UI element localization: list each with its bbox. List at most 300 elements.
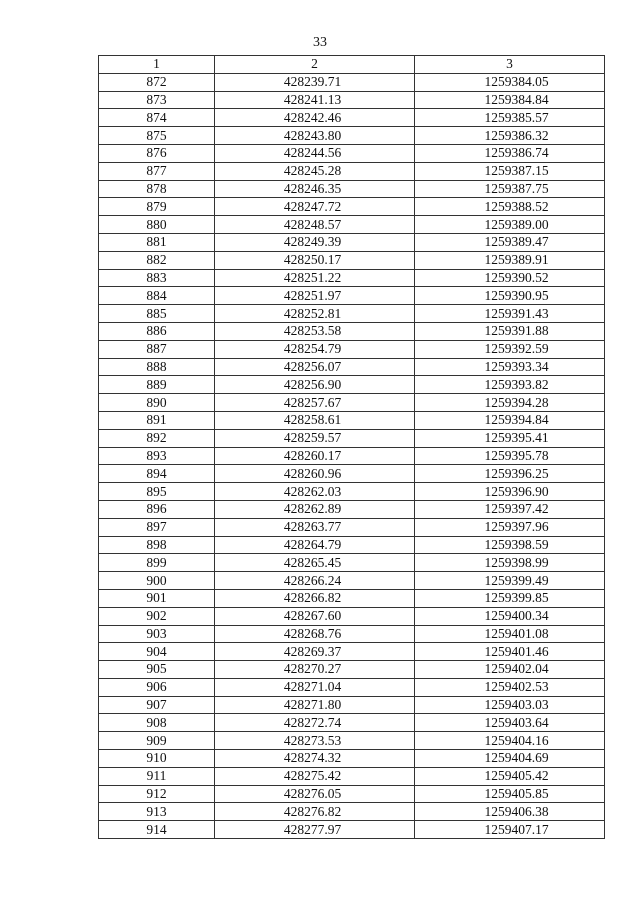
point-number-value: 898: [146, 536, 167, 552]
x-coordinate-value: 428272.74: [283, 714, 342, 730]
point-number-value: 886: [146, 323, 167, 339]
x-coordinate-cell: [215, 465, 415, 483]
x-coordinate-value: 428266.24: [283, 572, 342, 588]
y-coordinate-cell: [415, 821, 605, 839]
y-coordinate-value: 1259398.59: [484, 536, 549, 552]
x-coordinate-cell: [215, 607, 415, 625]
table-row: [99, 305, 605, 323]
y-coordinate-value: 1259389.91: [484, 252, 549, 268]
point-number-cell: [99, 518, 215, 536]
x-coordinate-cell: [215, 358, 415, 376]
point-number-value: 907: [146, 697, 167, 713]
x-coordinate-value: 428264.79: [283, 536, 342, 552]
table-row: [99, 269, 605, 287]
point-number-value: 879: [146, 198, 167, 214]
y-coordinate-cell: [415, 536, 605, 554]
x-coordinate-value: 428270.27: [283, 661, 342, 677]
y-coordinate-cell: [415, 803, 605, 821]
table-row: [99, 678, 605, 696]
x-coordinate-value: 428262.03: [283, 483, 342, 499]
y-coordinate-cell: [415, 447, 605, 465]
point-number-cell: [99, 465, 215, 483]
table-row: [99, 821, 605, 839]
x-coordinate-cell: [215, 411, 415, 429]
point-number-value: 880: [146, 216, 167, 232]
point-number-cell: [99, 447, 215, 465]
x-coordinate-cell: [215, 643, 415, 661]
point-number-cell: [99, 411, 215, 429]
y-coordinate-cell: [415, 127, 605, 145]
table-row: [99, 127, 605, 145]
point-number-cell: [99, 322, 215, 340]
table-row: [99, 536, 605, 554]
x-coordinate-cell: [215, 233, 415, 251]
x-coordinate-value: 428257.67: [283, 394, 342, 410]
x-coordinate-cell: [215, 483, 415, 501]
y-coordinate-cell: [415, 785, 605, 803]
point-number-cell: [99, 625, 215, 643]
x-coordinate-cell: [215, 198, 415, 216]
y-coordinate-cell: [415, 661, 605, 679]
point-number-cell: [99, 429, 215, 447]
point-number-cell: [99, 661, 215, 679]
point-number-cell: [99, 269, 215, 287]
x-coordinate-value: 428259.57: [283, 430, 342, 446]
y-coordinate-cell: [415, 251, 605, 269]
x-coordinate-value: 428254.79: [283, 341, 342, 357]
header-cell-col-2: 2: [215, 56, 415, 74]
point-number-value: 902: [146, 608, 167, 624]
y-coordinate-cell: [415, 500, 605, 518]
y-coordinate-value: 1259385.57: [484, 109, 549, 125]
y-coordinate-value: 1259400.34: [484, 608, 549, 624]
y-coordinate-value: 1259406.38: [484, 803, 549, 819]
table-row: [99, 358, 605, 376]
x-coordinate-cell: [215, 340, 415, 358]
table-header: [99, 56, 605, 74]
y-coordinate-value: 1259389.00: [484, 216, 549, 232]
table-row: [99, 465, 605, 483]
table-row: [99, 732, 605, 750]
x-coordinate-value: 428248.57: [283, 216, 342, 232]
table-row: [99, 661, 605, 679]
y-coordinate-cell: [415, 411, 605, 429]
x-coordinate-cell: [215, 376, 415, 394]
point-number-value: 893: [146, 447, 167, 463]
y-coordinate-cell: [415, 340, 605, 358]
y-coordinate-cell: [415, 198, 605, 216]
table-row: [99, 216, 605, 234]
y-coordinate-value: 1259390.52: [484, 269, 549, 285]
x-coordinate-cell: [215, 180, 415, 198]
y-coordinate-cell: [415, 750, 605, 768]
x-coordinate-value: 428258.61: [283, 412, 342, 428]
point-number-value: 906: [146, 679, 167, 695]
x-coordinate-cell: [215, 269, 415, 287]
point-number-cell: [99, 91, 215, 109]
y-coordinate-value: 1259397.96: [484, 519, 549, 535]
y-coordinate-value: 1259393.34: [484, 358, 549, 374]
y-coordinate-value: 1259395.78: [484, 447, 549, 463]
x-coordinate-cell: [215, 785, 415, 803]
y-coordinate-value: 1259386.32: [484, 127, 549, 143]
x-coordinate-value: 428249.39: [283, 234, 342, 250]
table-row: [99, 411, 605, 429]
y-coordinate-cell: [415, 180, 605, 198]
point-number-cell: [99, 73, 215, 91]
point-number-value: 881: [146, 234, 167, 250]
point-number-cell: [99, 216, 215, 234]
point-number-cell: [99, 251, 215, 269]
y-coordinate-cell: [415, 91, 605, 109]
point-number-value: 888: [146, 358, 167, 374]
table-row: [99, 109, 605, 127]
table-row: [99, 73, 605, 91]
table-row: [99, 696, 605, 714]
point-number-value: 873: [146, 91, 167, 107]
point-number-cell: [99, 554, 215, 572]
y-coordinate-value: 1259391.43: [484, 305, 549, 321]
x-coordinate-cell: [215, 554, 415, 572]
table-row: [99, 572, 605, 590]
point-number-cell: [99, 732, 215, 750]
y-coordinate-value: 1259399.49: [484, 572, 549, 588]
table-row: [99, 198, 605, 216]
point-number-cell: [99, 536, 215, 554]
point-number-value: 912: [146, 786, 167, 802]
x-coordinate-cell: [215, 162, 415, 180]
x-coordinate-cell: [215, 750, 415, 768]
x-coordinate-value: 428246.35: [283, 180, 342, 196]
x-coordinate-cell: [215, 536, 415, 554]
y-coordinate-value: 1259403.03: [484, 697, 549, 713]
y-coordinate-value: 1259401.08: [484, 625, 549, 641]
point-number-value: 910: [146, 750, 167, 766]
point-number-value: 884: [146, 287, 167, 303]
table-row: [99, 803, 605, 821]
x-coordinate-value: 428239.71: [283, 74, 342, 90]
point-number-cell: [99, 162, 215, 180]
x-coordinate-value: 428277.97: [283, 821, 342, 837]
x-coordinate-value: 428252.81: [283, 305, 342, 321]
x-coordinate-cell: [215, 821, 415, 839]
x-coordinate-cell: [215, 394, 415, 412]
y-coordinate-value: 1259395.41: [484, 430, 549, 446]
x-coordinate-value: 428267.60: [283, 608, 342, 624]
table-row: [99, 785, 605, 803]
point-number-cell: [99, 287, 215, 305]
x-coordinate-value: 428244.56: [283, 145, 342, 161]
x-coordinate-value: 428276.05: [283, 786, 342, 802]
x-coordinate-cell: [215, 518, 415, 536]
x-coordinate-cell: [215, 287, 415, 305]
x-coordinate-value: 428245.28: [283, 163, 342, 179]
point-number-cell: [99, 233, 215, 251]
x-coordinate-cell: [215, 73, 415, 91]
y-coordinate-value: 1259392.59: [484, 341, 549, 357]
point-number-value: 905: [146, 661, 167, 677]
x-coordinate-value: 428271.04: [283, 679, 342, 695]
point-number-value: 896: [146, 501, 167, 517]
x-coordinate-cell: [215, 305, 415, 323]
point-number-value: 904: [146, 643, 167, 659]
table-header-row: [99, 56, 605, 74]
y-coordinate-value: 1259386.74: [484, 145, 549, 161]
y-coordinate-value: 1259387.15: [484, 163, 549, 179]
y-coordinate-cell: [415, 216, 605, 234]
table-row: [99, 251, 605, 269]
y-coordinate-value: 1259396.90: [484, 483, 549, 499]
x-coordinate-value: 428271.80: [283, 697, 342, 713]
point-number-value: 883: [146, 269, 167, 285]
table-row: [99, 767, 605, 785]
point-number-cell: [99, 109, 215, 127]
point-number-value: 891: [146, 412, 167, 428]
point-number-value: 872: [146, 74, 167, 90]
table-row: [99, 429, 605, 447]
y-coordinate-value: 1259387.75: [484, 180, 549, 196]
x-coordinate-value: 428242.46: [283, 109, 342, 125]
x-coordinate-cell: [215, 714, 415, 732]
y-coordinate-value: 1259405.42: [484, 768, 549, 784]
point-number-value: 895: [146, 483, 167, 499]
table-row: [99, 625, 605, 643]
y-coordinate-cell: [415, 109, 605, 127]
x-coordinate-value: 428256.07: [283, 358, 342, 374]
point-number-cell: [99, 821, 215, 839]
y-coordinate-value: 1259391.88: [484, 323, 549, 339]
point-number-value: 909: [146, 732, 167, 748]
x-coordinate-cell: [215, 589, 415, 607]
point-number-value: 878: [146, 180, 167, 196]
page-number: 33: [313, 35, 327, 50]
y-coordinate-cell: [415, 322, 605, 340]
point-number-value: 889: [146, 376, 167, 392]
y-coordinate-value: 1259384.05: [484, 74, 549, 90]
point-number-cell: [99, 394, 215, 412]
x-coordinate-value: 428266.82: [283, 590, 342, 606]
point-number-cell: [99, 714, 215, 732]
y-coordinate-value: 1259402.53: [484, 679, 549, 695]
y-coordinate-cell: [415, 73, 605, 91]
table-row: [99, 394, 605, 412]
x-coordinate-value: 428265.45: [283, 554, 342, 570]
point-number-cell: [99, 144, 215, 162]
x-coordinate-cell: [215, 144, 415, 162]
table-row: [99, 91, 605, 109]
point-number-value: 900: [146, 572, 167, 588]
table-row: [99, 340, 605, 358]
x-coordinate-value: 428275.42: [283, 768, 342, 784]
table-row: [99, 554, 605, 572]
y-coordinate-value: 1259394.28: [484, 394, 549, 410]
y-coordinate-cell: [415, 589, 605, 607]
y-coordinate-value: 1259403.64: [484, 714, 549, 730]
y-coordinate-value: 1259404.16: [484, 732, 549, 748]
point-number-value: 908: [146, 714, 167, 730]
y-coordinate-cell: [415, 394, 605, 412]
y-coordinate-value: 1259402.04: [484, 661, 549, 677]
point-number-value: 882: [146, 252, 167, 268]
x-coordinate-value: 428268.76: [283, 625, 342, 641]
y-coordinate-value: 1259388.52: [484, 198, 549, 214]
y-coordinate-value: 1259394.84: [484, 412, 549, 428]
point-number-cell: [99, 643, 215, 661]
point-number-value: 894: [146, 465, 167, 481]
table-row: [99, 180, 605, 198]
table-row: [99, 643, 605, 661]
point-number-cell: [99, 767, 215, 785]
x-coordinate-cell: [215, 696, 415, 714]
point-number-value: 899: [146, 554, 167, 570]
x-coordinate-cell: [215, 127, 415, 145]
point-number-cell: [99, 803, 215, 821]
table-row: [99, 607, 605, 625]
y-coordinate-value: 1259397.42: [484, 501, 549, 517]
y-coordinate-cell: [415, 554, 605, 572]
x-coordinate-cell: [215, 732, 415, 750]
point-number-cell: [99, 198, 215, 216]
y-coordinate-value: 1259404.69: [484, 750, 549, 766]
y-coordinate-value: 1259390.95: [484, 287, 549, 303]
point-number-value: 876: [146, 145, 167, 161]
x-coordinate-cell: [215, 91, 415, 109]
point-number-value: 913: [146, 803, 167, 819]
x-coordinate-value: 428276.82: [283, 803, 342, 819]
y-coordinate-value: 1259398.99: [484, 554, 549, 570]
y-coordinate-cell: [415, 358, 605, 376]
table-row: [99, 500, 605, 518]
table-row: [99, 714, 605, 732]
x-coordinate-cell: [215, 767, 415, 785]
x-coordinate-value: 428241.13: [283, 91, 342, 107]
x-coordinate-cell: [215, 109, 415, 127]
table-row: [99, 233, 605, 251]
header-cell-col-1: 1: [99, 56, 215, 74]
x-coordinate-value: 428269.37: [283, 643, 342, 659]
point-number-cell: [99, 305, 215, 323]
point-number-cell: [99, 340, 215, 358]
x-coordinate-cell: [215, 572, 415, 590]
x-coordinate-value: 428260.17: [283, 447, 342, 463]
x-coordinate-value: 428243.80: [283, 127, 342, 143]
point-number-cell: [99, 483, 215, 501]
y-coordinate-value: 1259405.85: [484, 786, 549, 802]
x-coordinate-value: 428250.17: [283, 252, 342, 268]
y-coordinate-cell: [415, 465, 605, 483]
point-number-value: 897: [146, 519, 167, 535]
y-coordinate-cell: [415, 714, 605, 732]
y-coordinate-cell: [415, 625, 605, 643]
y-coordinate-cell: [415, 233, 605, 251]
point-number-cell: [99, 589, 215, 607]
point-number-value: 875: [146, 127, 167, 143]
x-coordinate-cell: [215, 322, 415, 340]
coordinates-table: [98, 55, 605, 839]
point-number-cell: [99, 376, 215, 394]
y-coordinate-cell: [415, 696, 605, 714]
x-coordinate-cell: [215, 500, 415, 518]
point-number-value: 903: [146, 625, 167, 641]
y-coordinate-cell: [415, 376, 605, 394]
y-coordinate-value: 1259401.46: [484, 643, 549, 659]
y-coordinate-value: 1259396.25: [484, 465, 549, 481]
point-number-value: 887: [146, 341, 167, 357]
y-coordinate-value: 1259407.17: [484, 821, 549, 837]
point-number-cell: [99, 696, 215, 714]
x-coordinate-value: 428274.32: [283, 750, 342, 766]
x-coordinate-value: 428262.89: [283, 501, 342, 517]
y-coordinate-cell: [415, 287, 605, 305]
y-coordinate-cell: [415, 483, 605, 501]
x-coordinate-value: 428251.22: [283, 269, 342, 285]
point-number-value: 877: [146, 163, 167, 179]
x-coordinate-cell: [215, 625, 415, 643]
table-row: [99, 483, 605, 501]
y-coordinate-cell: [415, 643, 605, 661]
x-coordinate-cell: [215, 251, 415, 269]
y-coordinate-cell: [415, 269, 605, 287]
x-coordinate-value: 428256.90: [283, 376, 342, 392]
point-number-cell: [99, 678, 215, 696]
point-number-cell: [99, 750, 215, 768]
table-row: [99, 518, 605, 536]
point-number-cell: [99, 785, 215, 803]
x-coordinate-cell: [215, 661, 415, 679]
point-number-value: 892: [146, 430, 167, 446]
y-coordinate-cell: [415, 767, 605, 785]
y-coordinate-cell: [415, 607, 605, 625]
y-coordinate-cell: [415, 732, 605, 750]
y-coordinate-value: 1259384.84: [484, 91, 549, 107]
y-coordinate-value: 1259389.47: [484, 234, 549, 250]
y-coordinate-cell: [415, 162, 605, 180]
table-row: [99, 447, 605, 465]
x-coordinate-value: 428253.58: [283, 323, 342, 339]
table-row: [99, 750, 605, 768]
point-number-cell: [99, 127, 215, 145]
y-coordinate-value: 1259393.82: [484, 376, 549, 392]
y-coordinate-value: 1259399.85: [484, 590, 549, 606]
point-number-cell: [99, 572, 215, 590]
y-coordinate-cell: [415, 518, 605, 536]
x-coordinate-cell: [215, 803, 415, 821]
y-coordinate-cell: [415, 305, 605, 323]
x-coordinate-cell: [215, 447, 415, 465]
y-coordinate-cell: [415, 144, 605, 162]
x-coordinate-value: 428247.72: [283, 198, 342, 214]
x-coordinate-cell: [215, 429, 415, 447]
x-coordinate-value: 428251.97: [283, 287, 342, 303]
table-row: [99, 589, 605, 607]
table-body: [99, 73, 605, 838]
table-row: [99, 376, 605, 394]
point-number-value: 914: [146, 821, 167, 837]
table-row: [99, 287, 605, 305]
y-coordinate-cell: [415, 429, 605, 447]
point-number-cell: [99, 180, 215, 198]
x-coordinate-cell: [215, 678, 415, 696]
table-row: [99, 144, 605, 162]
table-row: [99, 162, 605, 180]
point-number-value: 911: [146, 768, 167, 784]
y-coordinate-cell: [415, 678, 605, 696]
x-coordinate-cell: [215, 216, 415, 234]
header-cell-col-3: 3: [415, 56, 605, 74]
x-coordinate-value: 428273.53: [283, 732, 342, 748]
point-number-cell: [99, 607, 215, 625]
point-number-cell: [99, 358, 215, 376]
